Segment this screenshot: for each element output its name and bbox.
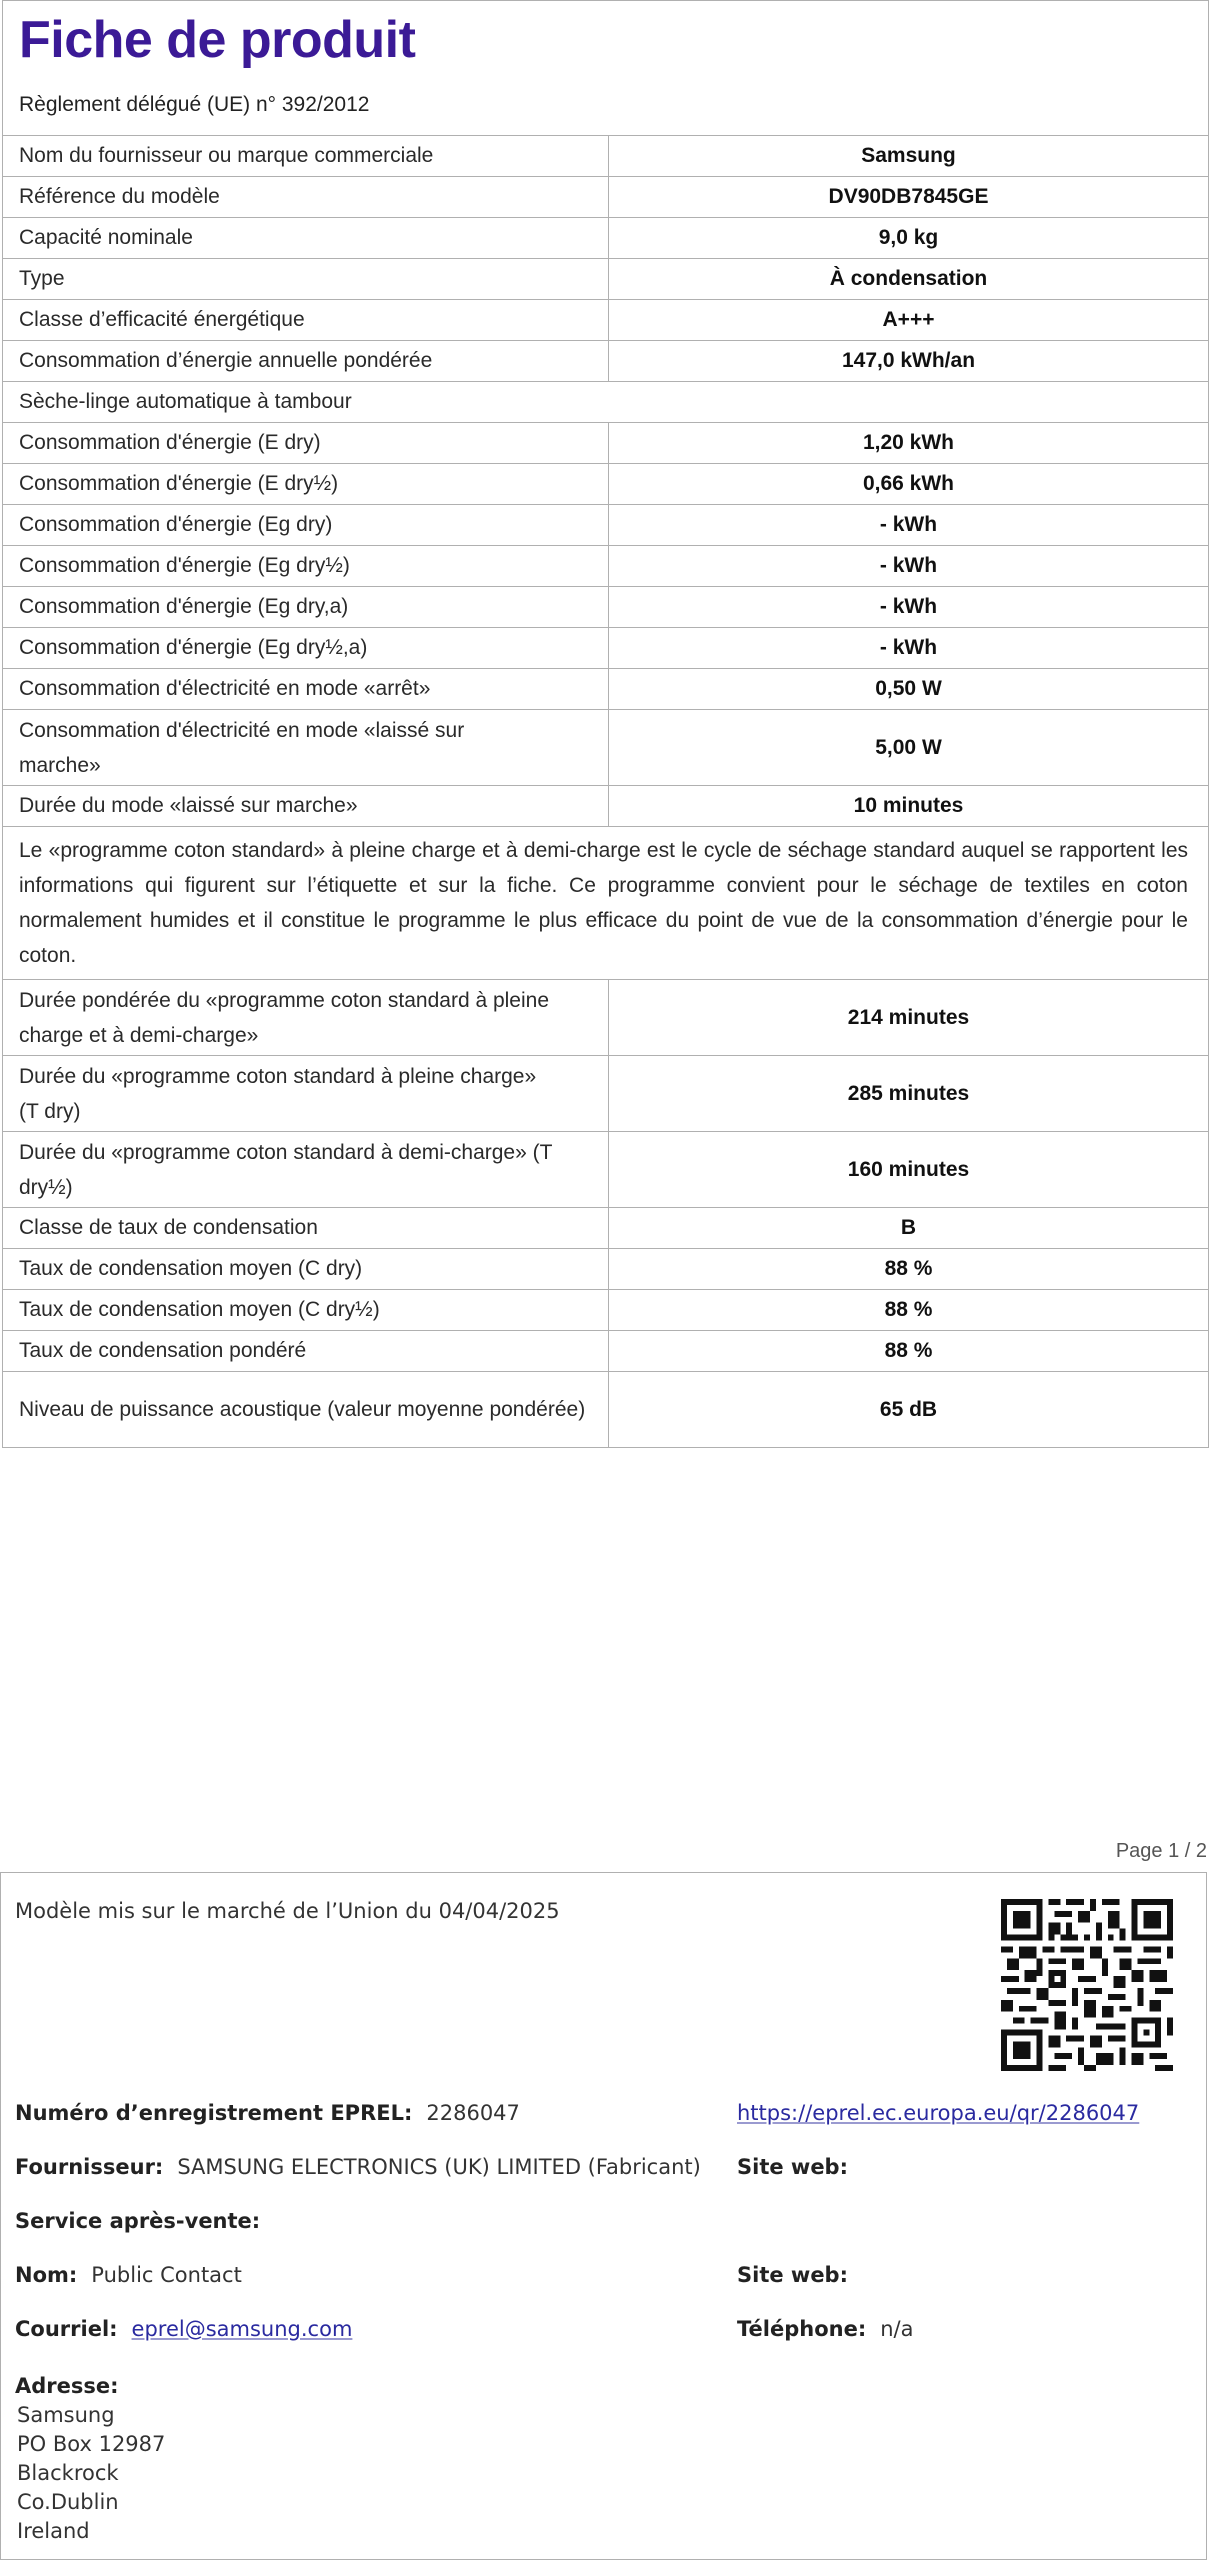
- row-value: - kWh: [609, 546, 1209, 587]
- email-label: Courriel:: [15, 2317, 118, 2341]
- row-value: - kWh: [609, 587, 1209, 628]
- row-value: 88 %: [609, 1290, 1209, 1331]
- page-number: Page 1 / 2: [1115, 1840, 1207, 1862]
- table-row: [3, 1331, 1208, 1372]
- row-label: Classe d’efficacité énergétique: [3, 300, 609, 341]
- address-line: PO Box 12987: [17, 2432, 166, 2456]
- row-label: Consommation d'énergie (Eg dry,a): [3, 587, 609, 628]
- address-label: Adresse:: [15, 2374, 119, 2398]
- eprel-line: [15, 2101, 520, 2125]
- row-value: - kWh: [609, 628, 1209, 669]
- address-lines: [15, 2401, 165, 2546]
- row-value: 285 minutes: [609, 1056, 1209, 1132]
- row-label: Consommation d'énergie (E dry½): [3, 464, 609, 505]
- eprel-url-link[interactable]: https://eprel.ec.europa.eu/qr/2286047: [737, 2101, 1140, 2125]
- phone-line: [737, 2317, 914, 2341]
- table-row: [3, 1290, 1208, 1331]
- table-row: [3, 505, 1208, 546]
- row-value: 88 %: [609, 1249, 1209, 1290]
- website-label: Site web:: [737, 2155, 848, 2179]
- section-heading: Sèche-linge automatique à tambour: [3, 382, 1208, 423]
- row-label: Consommation d'énergie (Eg dry½,a): [3, 628, 609, 669]
- row-value: 5,00 W: [609, 710, 1209, 786]
- row-label: Durée du «programme coton standard à demi-charge» (T dry½): [3, 1132, 609, 1208]
- table-row: [3, 1132, 1208, 1208]
- row-value: Samsung: [609, 136, 1209, 177]
- eprel-number: 2286047: [426, 2101, 520, 2125]
- row-label: Consommation d'énergie (Eg dry): [3, 505, 609, 546]
- row-label: Consommation d'énergie (Eg dry½): [3, 546, 609, 587]
- row-label: Taux de condensation pondéré: [3, 1331, 609, 1372]
- address-line: Blackrock: [17, 2461, 119, 2485]
- table-row: [3, 628, 1208, 669]
- table-row: [3, 218, 1208, 259]
- supplier-value: SAMSUNG ELECTRONICS (UK) LIMITED (Fabricant): [177, 2155, 701, 2179]
- table-row: [3, 177, 1208, 218]
- row-value: - kWh: [609, 505, 1209, 546]
- eprel-url-line[interactable]: [737, 2101, 1139, 2125]
- row-label: Taux de condensation moyen (C dry): [3, 1249, 609, 1290]
- table-row: [3, 1208, 1208, 1249]
- table-row: [3, 546, 1208, 587]
- phone-label: Téléphone:: [737, 2317, 867, 2341]
- row-label: Durée pondérée du «programme coton standard à pleine charge et à demi-charge»: [3, 980, 609, 1056]
- website-line: [737, 2155, 862, 2179]
- service-line: [15, 2209, 274, 2233]
- market-date-text: Modèle mis sur le marché de l’Union du 04/04/2025: [15, 1899, 560, 1923]
- address-block: [15, 2371, 165, 2546]
- email-line: [15, 2317, 352, 2341]
- table-row: [3, 1056, 1208, 1132]
- table-row: [3, 136, 1208, 177]
- row-value: 0,66 kWh: [609, 464, 1209, 505]
- row-value: 147,0 kWh/an: [609, 341, 1209, 382]
- row-value: À condensation: [609, 259, 1209, 300]
- row-label: Niveau de puissance acoustique (valeur moyenne pondérée): [3, 1372, 609, 1448]
- row-label: Durée du «programme coton standard à pleine charge» (T dry): [3, 1056, 609, 1132]
- row-value: A+++: [609, 300, 1209, 341]
- website-line-2: [737, 2263, 862, 2287]
- row-value: 65 dB: [609, 1372, 1209, 1448]
- table-row: [3, 423, 1208, 464]
- regulation-reference: Règlement délégué (UE) n° 392/2012: [19, 93, 370, 116]
- row-value: 9,0 kg: [609, 218, 1209, 259]
- row-label: Classe de taux de condensation: [3, 1208, 609, 1249]
- supplier-label: Fournisseur:: [15, 2155, 164, 2179]
- row-value: 160 minutes: [609, 1132, 1209, 1208]
- row-label: Consommation d'électricité en mode «laissé sur marche»: [3, 710, 609, 786]
- table-row: [3, 464, 1208, 505]
- name-value: Public Contact: [91, 2263, 242, 2287]
- name-label: Nom:: [15, 2263, 78, 2287]
- table-row: [3, 587, 1208, 628]
- row-label: Consommation d’énergie annuelle pondérée: [3, 341, 609, 382]
- spec-table: [3, 135, 1208, 1447]
- row-value: DV90DB7845GE: [609, 177, 1209, 218]
- row-label: Consommation d'électricité en mode «arrêt»: [3, 669, 609, 710]
- address-line: Ireland: [17, 2519, 90, 2543]
- email-link[interactable]: eprel@samsung.com: [131, 2317, 353, 2341]
- row-label: Consommation d'énergie (E dry): [3, 423, 609, 464]
- eprel-label: Numéro d’enregistrement EPREL:: [15, 2101, 413, 2125]
- website-label-2: Site web:: [737, 2263, 848, 2287]
- row-label: Capacité nominale: [3, 218, 609, 259]
- address-line: Samsung: [17, 2403, 115, 2427]
- row-label: Taux de condensation moyen (C dry½): [3, 1290, 609, 1331]
- row-value: 214 minutes: [609, 980, 1209, 1056]
- table-row: [3, 1249, 1208, 1290]
- qr-code-icon[interactable]: [1001, 1899, 1173, 2071]
- row-value: 1,20 kWh: [609, 423, 1209, 464]
- table-row: [3, 300, 1208, 341]
- page-title: Fiche de produit: [19, 11, 416, 69]
- row-value: 10 minutes: [609, 786, 1209, 827]
- service-label: Service après-vente:: [15, 2209, 261, 2233]
- row-label: Référence du modèle: [3, 177, 609, 218]
- table-row: [3, 669, 1208, 710]
- section-row: [3, 382, 1208, 423]
- table-row: [3, 786, 1208, 827]
- table-row: [3, 980, 1208, 1056]
- table-row: [3, 1372, 1208, 1448]
- description-row: [3, 827, 1208, 980]
- row-label: Type: [3, 259, 609, 300]
- row-value: B: [609, 1208, 1209, 1249]
- row-value: 88 %: [609, 1331, 1209, 1372]
- product-sheet: [2, 0, 1209, 1448]
- row-value: 0,50 W: [609, 669, 1209, 710]
- row-label: Nom du fournisseur ou marque commerciale: [3, 136, 609, 177]
- phone-value: n/a: [880, 2317, 914, 2341]
- table-row: [3, 341, 1208, 382]
- row-label: Durée du mode «laissé sur marche»: [3, 786, 609, 827]
- supplier-footer: [0, 1872, 1207, 2560]
- address-line: Co.Dublin: [17, 2490, 119, 2514]
- supplier-line: [15, 2155, 701, 2179]
- table-row: [3, 259, 1208, 300]
- contact-name-line: [15, 2263, 242, 2287]
- program-description: Le «programme coton standard» à pleine charge et à demi-charge est le cycle de séchage standard auquel se rapportent les informations qui figurent sur l’étiquette et sur la fiche. Ce programme convient pour le séchage de textiles en coton normalement humides et il constitue le programme le plus efficace du point de vue de la consommation d’énergie pour le coton.: [3, 827, 1208, 980]
- table-row: [3, 710, 1208, 786]
